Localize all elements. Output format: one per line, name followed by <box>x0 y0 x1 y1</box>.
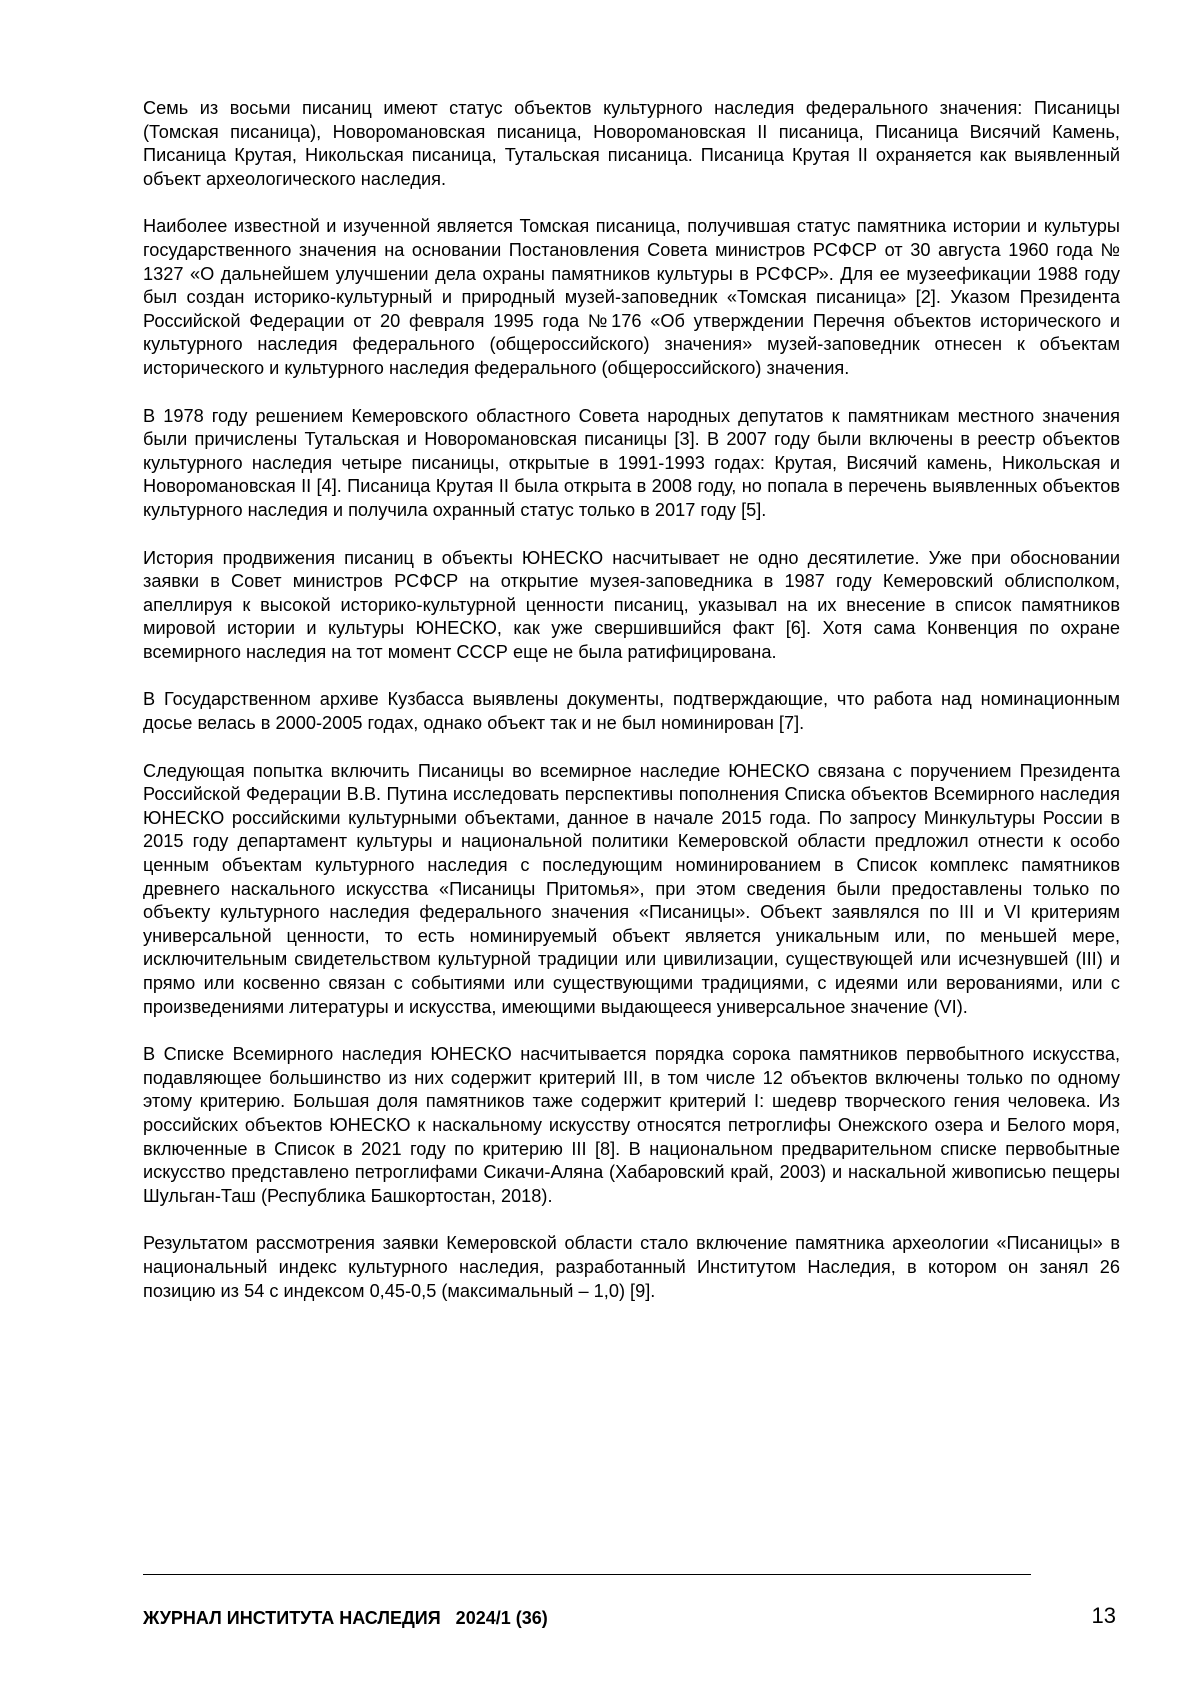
page-number: 13 <box>1091 1603 1116 1628</box>
article-body <box>143 97 1120 1327</box>
paragraph: Следующая попытка включить Писаницы во всемирное наследие ЮНЕСКО связана с поручением Президента Российской Федерации В.В. Путина исследовать перспективы пополнения Списка объектов Всемирного наследия ЮНЕСКО российскими культурными объектами, данное в начале 2015 года. По запросу Минкультуры России в 2015 году департамент культуры и национальной политики Кемеровской области предложил отнести к особо ценным объектам культурного наследия с последующим номинированием в Список комплекс памятников древнего наскального искусства «Писаницы Притомья», при этом сведения были предоставлены только по объекту культурного наследия федерального значения «Писаницы». Объект заявлялся по III и VI критериям универсальной ценности, то есть номинируемый объект является уникальным или, по меньшей мере, исключительным свидетельством культурной традиции или цивилизации, существующей или исчезнувшей (III) и прямо или косвенно связан с событиями или существующими традициями, с идеями или верованиями, или с произведениями литературы и искусства, имеющими выдающееся универсальное значение (VI). <box>143 760 1120 1017</box>
paragraph: В Государственном архиве Кузбасса выявлены документы, подтверждающие, что работа над номинационным досье велась в 2000-2005 годах, однако объект так и не был номинирован [7]. <box>143 689 1120 734</box>
journal-title: ЖУРНАЛ ИНСТИТУТА НАСЛЕДИЯ 2024/1 (36) <box>143 1608 548 1628</box>
paragraph: В 1978 году решением Кемеровского областного Совета народных депутатов к памятникам местного значения были причислены Тутальская и Новоромановская писаницы [3]. В 2007 году были включены в реестр объектов культурного наследия четыре писаницы, открытые в 1991-1993 годах: Крутая, Висячий камень, Никольская и Новоромановская II [4]. Писаница Крутая II была открыта в 2008 году, но попала в перечень выявленных объектов культурного наследия и получила охранный статус только в 2017 году [5]. <box>143 405 1120 520</box>
paragraph: Наиболее известной и изученной является Томская писаница, получившая статус памятника истории и культуры государственного значения на основании Постановления Совета министров РСФСР от 30 августа 1960 года № 1327 «О дальнейшем улучшении дела охраны памятников культуры в РСФСР». Для ее музеефикации 1988 году был создан историко-культурный и природный музей-заповедник «Томская писаница» [2]. Указом Президента Российской Федерации от 20 февраля 1995 года №176 «Об утверждении Перечня объектов исторического и культурного наследия федерального (общероссийского) значения» музей-заповедник отнесен к объектам исторического и культурного наследия федерального (общероссийского) значения. <box>143 216 1120 378</box>
paragraph: История продвижения писаниц в объекты ЮНЕСКО насчитывает не одно десятилетие. Уже при обосновании заявки в Совет министров РСФСР на открытие музея-заповедника в 1987 году Кемеровский облисполком, апеллируя к высокой историко-культурной ценности писаниц, указывал на их внесение в список памятников мировой истории и культуры ЮНЕСКО, как уже свершившийся факт [6]. Хотя сама Конвенция по охране всемирного наследия на тот момент СССР еще не была ратифицирована. <box>143 547 1120 662</box>
paragraph: Семь из восьми писаниц имеют статус объектов культурного наследия федерального значения: Писаницы (Томская писаница), Новоромановская писаница, Новоромановская II писаница, Писаница Висячий Камень, Писаница Крутая, Никольская писаница, Тутальская писаница. Писаница Крутая II охраняется как выявленный объект археологического наследия. <box>143 98 1120 189</box>
paragraph: В Списке Всемирного наследия ЮНЕСКО насчитывается порядка сорока памятников первобытного искусства, подавляющее большинство из них содержит критерий III, в том числе 12 объектов включены только по одному этому критерию. Большая доля памятников таже содержит критерий I: шедевр творческого гения человека. Из российских объектов ЮНЕСКО к наскальному искусству относятся петроглифы Онежского озера и Белого моря, включенные в Список в 2021 году по критерию III [8]. В национальном предварительном списке первобытные искусство представлено петроглифами Сикачи-Аляна (Хабаровский край, 2003) и наскальной живописью пещеры Шульган-Таш (Республика Башкортостан, 2018). <box>143 1044 1120 1206</box>
paragraph: Результатом рассмотрения заявки Кемеровской области стало включение памятника археологии «Писаницы» в национальный индекс культурного наследия, разработанный Институтом Наследия, в котором он занял 26 позицию из 54 с индексом 0,45-0,5 (максимальный – 1,0) [9]. <box>143 1233 1120 1301</box>
footer-divider <box>143 1574 1031 1575</box>
